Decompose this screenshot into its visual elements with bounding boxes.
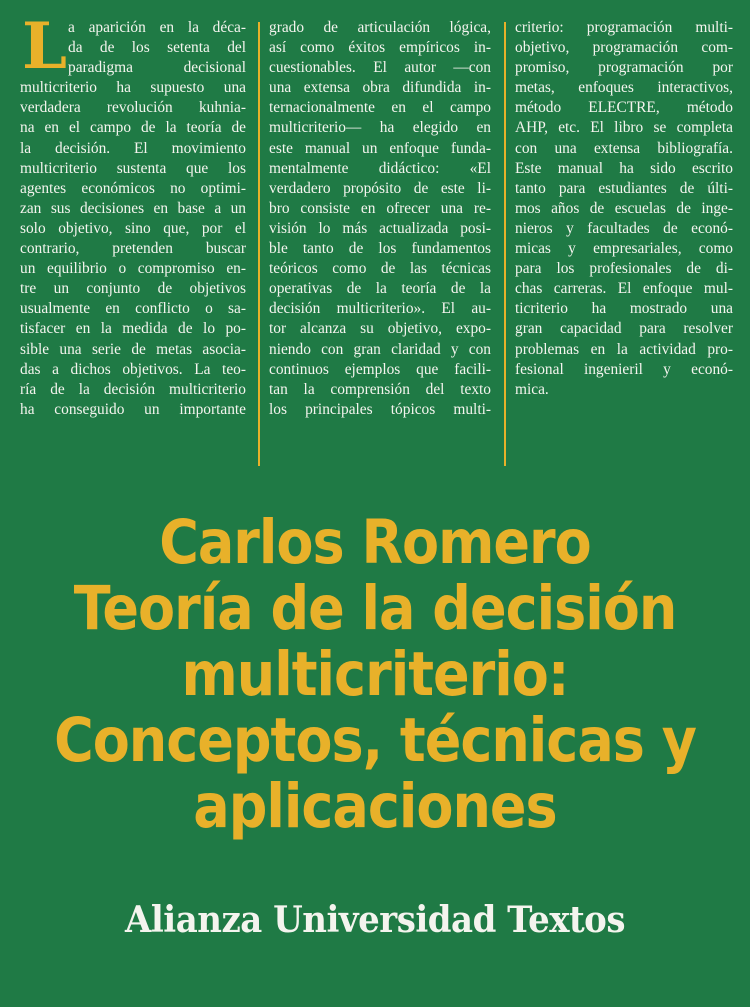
- blurb-line: agentes económicos no optimi-: [20, 179, 246, 197]
- blurb-line: usualmente en conflicto o sa-: [20, 300, 246, 318]
- blurb-line: Este manual ha sido escrito: [515, 159, 733, 177]
- book-title: [0, 507, 750, 842]
- title-line: Conceptos, técnicas y: [54, 705, 696, 776]
- blurb-line: para los profesionales de di-: [515, 260, 733, 278]
- column-divider: [258, 22, 260, 466]
- blurb-line: un equilibrio o compromiso en-: [20, 260, 246, 278]
- blurb-line: problemas en la actividad pro-: [515, 340, 733, 358]
- blurb-column-2: [269, 18, 491, 420]
- blurb-line: metas, enfoques interactivos,: [515, 79, 733, 97]
- blurb-line: grado de articulación lógica,: [269, 19, 491, 36]
- blurb-line: gran capacidad para resolver: [515, 320, 733, 338]
- blurb-line: das a dichos objetivos. La teo-: [20, 360, 246, 378]
- blurb-line: nieros y facultades de econó-: [515, 219, 733, 237]
- blurb-line: na en el campo de la teoría de: [20, 119, 246, 137]
- blurb-line: tanto para estudiantes de últi-: [515, 179, 733, 197]
- blurb-line: una extensa obra difundida in-: [269, 79, 491, 97]
- blurb-line: verdadero propósito de este li-: [269, 179, 491, 197]
- column-divider: [504, 22, 506, 466]
- publisher-series: Alianza Universidad Textos: [124, 898, 626, 942]
- title-line: Teoría de la decisión: [73, 573, 677, 644]
- blurb-line: los principales tópicos multi-: [269, 400, 491, 418]
- blurb-line: multicriterio ha supuesto una: [20, 79, 246, 97]
- blurb-line: da de los setenta del: [68, 39, 246, 57]
- blurb-line: con una extensa bibliografía.: [515, 139, 733, 157]
- blurb-line: cuestionables. El autor —con: [269, 59, 491, 77]
- title-line: multicriterio:: [181, 639, 569, 710]
- blurb-line: continuos ejemplos que facili-: [269, 360, 491, 378]
- drop-cap: L: [22, 9, 67, 84]
- blurb-line: decisión multicriterio». El au-: [269, 300, 491, 318]
- blurb-line: criterio: programación multi-: [515, 19, 733, 36]
- blurb-line: multicriterio sustenta que los: [20, 159, 246, 177]
- blurb-line: tisfacer en la medida de lo po-: [20, 320, 246, 338]
- blurb-line: ha conseguido un importante: [20, 400, 246, 418]
- blurb-line: paradigma decisional: [68, 59, 246, 77]
- blurb-line: método ELECTRE, método: [515, 99, 733, 117]
- blurb-line: este manual un enfoque funda-: [269, 139, 491, 157]
- blurb-line: a aparición en la déca-: [68, 19, 246, 36]
- blurb-line: verdadera revolución kuhnia-: [20, 99, 246, 117]
- blurb-line: promiso, programación por: [515, 59, 733, 77]
- blurb-line: tan la comprensión del texto: [269, 380, 491, 398]
- blurb-line: teóricos como de las técnicas: [269, 260, 491, 278]
- blurb-line: bro consiste en ofrecer una re-: [269, 199, 491, 217]
- blurb-line: mica.: [515, 380, 549, 398]
- blurb-column-1: [20, 9, 246, 420]
- blurb-line: ternacionalmente en el campo: [269, 99, 491, 117]
- author-name: Carlos Romero: [159, 507, 591, 578]
- blurb-line: tre un conjunto de objetivos: [20, 280, 246, 298]
- blurb-line: zan sus decisiones en base a un: [20, 199, 246, 217]
- blurb-line: ble tanto de los fundamentos: [269, 240, 491, 258]
- blurb-line: niendo con gran claridad y con: [269, 340, 491, 358]
- blurb-line: sible una serie de metas asocia-: [20, 340, 246, 358]
- blurb-line: ría de la decisión multicriterio: [20, 380, 246, 398]
- blurb-line: operativas de la teoría de la: [269, 280, 491, 298]
- blurb-line: la decisión. El movimiento: [20, 139, 246, 157]
- blurb-line: objetivo, programación com-: [515, 39, 733, 57]
- blurb-line: tor alcanza su objetivo, expo-: [269, 320, 491, 338]
- blurb-line: mentalmente didáctico: «El: [269, 159, 491, 177]
- blurb-line: visión lo más actualizada posi-: [269, 219, 491, 237]
- blurb-line: así como éxitos empíricos in-: [269, 39, 491, 57]
- blurb-line: contrario, pretenden buscar: [20, 240, 246, 258]
- blurb-line: ticriterio ha mostrado una: [515, 300, 733, 318]
- title-line: aplicaciones: [193, 771, 557, 842]
- blurb-line: micas y empresariales, como: [515, 240, 733, 258]
- blurb-line: AHP, etc. El libro se completa: [515, 119, 733, 137]
- blurb-line: mos años de escuelas de inge-: [515, 199, 733, 217]
- blurb-line: multicriterio— ha elegido en: [269, 119, 491, 137]
- blurb-column-3: [515, 18, 733, 400]
- blurb-line: solo objetivo, sino que, por el: [20, 219, 246, 237]
- blurb-line: fesional ingenieril y econó-: [515, 360, 733, 378]
- blurb-line: chas carreras. El enfoque mul-: [515, 280, 733, 298]
